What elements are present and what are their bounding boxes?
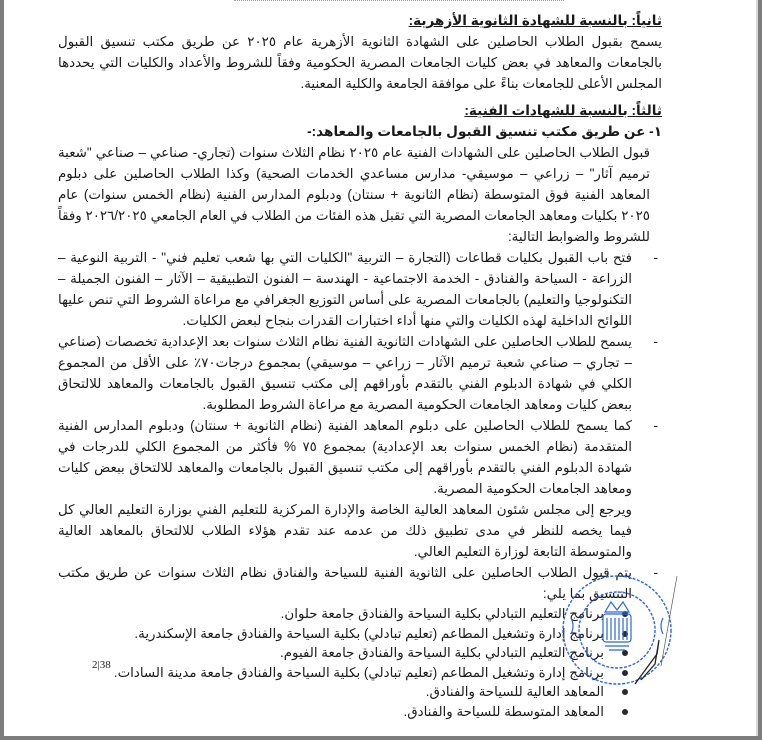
- dash-marker: -: [653, 565, 658, 580]
- dash-marker: -: [653, 250, 658, 265]
- program-text: برنامج التعليم التبادلي بكلية السياحة والفنادق جامعة الفيوم.: [280, 645, 604, 660]
- section-heading-technical: ثالثاً: بالنسبة للشهادات الفنية:: [464, 103, 662, 118]
- program-text: المعاهد العالية للسياحة والفنادق.: [425, 684, 604, 699]
- program-text: برنامج إدارة وتشغيل المطاعم (تعليم تبادلي) بكلية السياحة والفنادق جامعة الإسكندرية.: [134, 625, 604, 641]
- section-azhar-certificate: [58, 10, 662, 94]
- section-heading-azhar: ثانياً: بالنسبة للشهادة الثانوية الأزهرية:: [408, 13, 662, 28]
- official-seal-icon: [559, 568, 679, 688]
- program-text: برنامج إدارة وتشغيل المطاعم (تعليم تبادلي) بكلية السياحة والفنادق جامعة مدينة السادات.: [113, 664, 604, 680]
- program-text: برنامج التعليم التبادلي بكلية السياحة والفنادق جامعة حلوان.: [280, 606, 604, 621]
- dash-marker: -: [653, 418, 658, 433]
- note-text: ويرجع إلى مجلس شئون المعاهد العالية الخاصة والإدارة المركزية للتعليم الفني بوزارة التعليم العالي كل فيما يخصه للنظر في مدى تطبيق ذلك من عدمه عند تقدم هؤلاء الطلاب للالتحاق بالمعاهد العالية والمتوسطة التابعة لوزارة التعليم العالي.: [58, 502, 632, 559]
- program-item: [58, 604, 604, 624]
- azhar-paragraph: يسمح بقبول الطلاب الحاصلين على الشهادة الثانوية الأزهرية عام ٢٠٢٥ عن طريق مكتب تنسيق القبول بالجامعات والمعاهد في بعض كليات الجامعات المصرية الحكومية وفقاً للشروط والأعداد والكليات التي يحددها المجلس الأعلى للجامعات بناءً على موافقة الجامعة والكلية المعنية.: [58, 34, 662, 91]
- dash-marker: -: [653, 334, 658, 349]
- conditions-list: [58, 247, 662, 604]
- condition-text: كما يسمح للطلاب الحاصلين على دبلوم المعاهد الفنية (نظام الثانوية + سنتان) ودبلوم المدارس الفنية المتقدمة (نظام الخمس سنوات بعد الإعدادية) بمجموع ٧٥ % فأكثر من المجموع الكلي للدرجات في شهادة الدبلوم الفني بالتقدم بأوراقهم إلى مكتب تنسيق القبول بالجامعات والمعاهد للالتحاق ببعض كليات ومعاهد الجامعات الحكومية المصرية.: [58, 418, 632, 496]
- bullet-icon: [622, 709, 628, 715]
- document-page: [4, 0, 758, 736]
- condition-text: يسمح للطلاب الحاصلين على الشهادات الثانوية الفنية نظام الثلاث سنوات بعد الإعدادية تخصصات (صناعي – تجاري – صناعي شعبة ترميم الآثار – زراعي – موسيقي) بمجموع درجات٧٠٪ على الأقل من المجموع الكلي في شهادة الدبلوم الفني بالتقدم بأوراقهم إلى مكتب تنسيق القبول بالجامعات والمعاهد للالتحاق ببعض كليات ومعاهد الجامعات الحكومية المصرية مع مراعاة الشروط المطلوبة.: [58, 334, 632, 412]
- condition-item: [58, 247, 658, 331]
- technical-intro-paragraph: قبول الطلاب الحاصلين على الشهادات الفنية عام ٢٠٢٥ نظام الثلاث سنوات (تجاري- صناعي – صناعي "شعبة ترميم آثار" – زراعي – موسيقي- مدارس مساعدي الخدمات الصحية) وكذا الطلاب الحاصلين على دبلوم المعاهد الفنية فوق المتوسطة (نظام الثانوية + سنتان) ودبلوم المدارس الفنية (نظام الخمس سنوات) عام ٢٠٢٥ بكليات ومعاهد الجامعات المصرية التي تقبل هذه الفئات من الطلاب في العام الجامعي ٢٠٢٦/٢٠٢٥ وفقاً للشروط والضوابط التالية:: [58, 145, 650, 244]
- program-item: [58, 702, 604, 722]
- cut-off-previous-line: [234, 0, 564, 5]
- program-item: [58, 663, 604, 683]
- tourism-text: يتم قبول الطلاب الحاصلين على الثانوية الفنية للسياحة والفنادق نظام الثلاث سنوات عن طريق مكتب التنسيق بما يلي:: [58, 565, 632, 601]
- subheading-coordination-office: ١- عن طريق مكتب تنسيق القبول بالجامعات والمعاهد:-: [307, 124, 662, 139]
- program-item: [58, 643, 604, 663]
- tourism-item: [58, 562, 658, 604]
- program-item: [58, 682, 604, 702]
- note-item: [58, 499, 632, 562]
- condition-text: فتح باب القبول بكليات قطاعات (التجارة – التربية "الكليات التي بها شعب تعليم فني" - التربية النوعية – الزراعة - السياحة والفنادق - الخدمة الاجتماعية - الهندسة – الفنون التطبيقية – الآثار – الفنون الجميلة – التكنولوجيا والتعليم) بالجامعات المصرية على أساس التوزيع الجغرافي مع مراعاة الشروط التي تنص عليها اللوائح الداخلية لهذه الكليات والتي منها أداء اختبارات القدرات بنجاح لبعض الكليات.: [58, 250, 632, 328]
- bullet-icon: [622, 689, 628, 695]
- condition-item: [58, 415, 658, 499]
- program-text: المعاهد المتوسطة للسياحة والفنادق.: [403, 703, 604, 719]
- program-item: [58, 624, 604, 644]
- condition-item: [58, 331, 658, 415]
- page-number: 2|38: [92, 659, 111, 671]
